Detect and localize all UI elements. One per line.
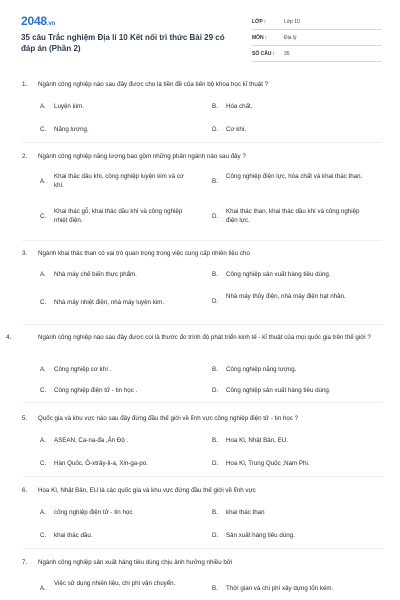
option-text: Công nghiệp năng lượng. <box>226 366 297 373</box>
option-text: khai thác than <box>226 509 265 516</box>
option-letter: A. <box>40 103 46 110</box>
divider <box>22 476 382 477</box>
option-letter: C. <box>40 299 47 306</box>
question-number: 6. <box>22 487 28 494</box>
option-letter: C. <box>40 460 47 467</box>
option-letter: B. <box>212 366 218 373</box>
option-text: Hàn Quốc, Ô-xtrây-li-a, Xin-ga-po. <box>54 460 148 467</box>
divider <box>22 240 382 241</box>
question-body: Ngành công nghiệp nào sau đây được coi là thước đo trình độ phát triển kinh tế - kĩ thuật của mọi quốc gia trên thế giới ? <box>38 334 371 341</box>
option-letter: A. <box>40 366 46 373</box>
question-body: Quốc gia và khu vực nào sau đây đứng đầu thế giới về lĩnh vực công nghiệp điện tử - tin học ? <box>38 415 299 422</box>
meta-row-subject <box>252 32 382 46</box>
option-text: Khai thác gỗ, khai thác dầu khí và công nghiệp nhiệt điện. <box>54 208 183 224</box>
option-text: Nhà máy chế biến thực phẩm. <box>54 271 137 278</box>
meta-info <box>252 16 382 64</box>
question-text <box>22 486 382 496</box>
meta-value: Lớp 10 <box>284 19 300 25</box>
meta-label: SỐ CÂU : <box>252 51 275 57</box>
option-letter: A. <box>40 271 46 278</box>
question-body: Ngành công nghiệp nào sau đây được cho là tiền đề của tiến bộ khoa học kĩ thuật ? <box>38 81 269 88</box>
site-logo[interactable] <box>21 14 55 28</box>
option-text: Hoa Kì, Nhật Bản, EU. <box>226 437 288 444</box>
question-text <box>6 333 382 343</box>
meta-row-grade <box>252 16 382 30</box>
divider <box>22 324 382 325</box>
option-text: Công nghiệp cơ khí . <box>54 366 112 373</box>
option-letter: B. <box>212 437 218 444</box>
question-text <box>22 249 382 259</box>
option-text: công nghiệp điện tử - tin học <box>54 509 133 516</box>
question-text <box>22 80 382 90</box>
option-text: Thời gian và chi phí xây dựng tốn kém. <box>226 585 334 592</box>
option-letter: D. <box>212 532 219 539</box>
option-text: Việc sử dụng nhiên liệu, chi phí vận chuyển. <box>54 580 176 587</box>
option-letter: D. <box>212 126 219 133</box>
meta-value: 35 <box>284 51 290 57</box>
question-number: 2. <box>22 153 28 160</box>
question-text <box>22 558 382 568</box>
logo-main: 2048 <box>21 14 47 28</box>
meta-label: LỚP : <box>252 19 266 25</box>
question-number: 4. <box>6 334 12 341</box>
option-text: Nhà máy nhiệt điện, nhà máy luyện kim. <box>54 299 165 306</box>
divider <box>22 142 382 143</box>
option-text: Khai thác dầu khí, công nghiệp luyện kim và cơ khí. <box>54 173 184 189</box>
option-letter: B. <box>212 178 218 185</box>
option-text: Khai thác than, khai thác dầu khí và công nghiệp điện lực. <box>226 208 360 224</box>
divider <box>22 402 382 403</box>
question-body: Ngành khai thác than có vai trò quan trọng trong việc cung cấp nhiên liệu cho <box>38 250 250 257</box>
question-body: Ngành công nghiệp năng lượng bao gồm những phân ngành nào sau đây ? <box>38 153 246 160</box>
option-text: Công nghiệp sản xuất hàng tiêu dùng. <box>226 271 331 278</box>
option-letter: D. <box>212 387 219 394</box>
option-text: Hoa Kì, Trung Quốc ,Nam Phi. <box>226 460 310 467</box>
option-letter: C. <box>40 126 47 133</box>
option-text: khai thác dầu. <box>54 532 93 539</box>
option-text: Sản xuất hàng tiêu dùng. <box>226 532 295 539</box>
option-text: ASEAN, Ca-na-đa ,Ấn Độ . <box>54 437 129 444</box>
option-text: Luyện kim. <box>54 103 84 110</box>
meta-label: MÔN : <box>252 35 267 41</box>
question-body: Hoa Kì, Nhật Bản, EU là các quốc gia và khu vực đứng đầu thế giới về lĩnh vực <box>38 487 256 494</box>
option-text: Công nghiệp sản xuất hàng tiêu dùng. <box>226 387 331 394</box>
page-header <box>0 0 400 58</box>
question-number: 3. <box>22 250 28 257</box>
option-letter: B. <box>212 585 218 592</box>
document-title: 35 câu Trắc nghiệm Địa lí 10 Kết nối tri thức Bài 29 có đáp án (Phần 2) <box>21 33 225 53</box>
option-letter: A. <box>40 585 46 592</box>
question-number: 7. <box>22 559 28 566</box>
option-letter: A. <box>40 509 46 516</box>
option-text: Năng lượng. <box>54 126 89 133</box>
option-letter: C. <box>40 532 47 539</box>
option-letter: C. <box>40 213 47 220</box>
option-letter: C. <box>40 387 47 394</box>
logo-suffix: .vn <box>46 21 55 27</box>
option-text: Công nghiệp điện tử - tin học . <box>54 387 138 394</box>
question-text <box>22 414 382 424</box>
question-text <box>22 152 382 162</box>
option-text: Công nghiệp điện lực, hóa chất và khai thác than. <box>226 173 363 180</box>
divider <box>22 548 382 549</box>
option-letter: B. <box>212 509 218 516</box>
question-number: 5. <box>22 415 28 422</box>
option-letter: B. <box>212 103 218 110</box>
option-letter: D. <box>212 213 219 220</box>
option-letter: A. <box>40 178 46 185</box>
meta-row-count <box>252 48 382 62</box>
question-body: Ngành công nghiệp sản xuất hàng tiêu dùng chịu ảnh hưởng nhiều bởi <box>38 559 233 566</box>
option-letter: D. <box>212 460 219 467</box>
meta-value: Địa lý <box>284 35 297 41</box>
option-letter: B. <box>212 271 218 278</box>
option-letter: A. <box>40 437 46 444</box>
option-text: Hóa chất. <box>226 103 253 110</box>
option-text: Nhà máy thủy điện, nhà máy điện hạt nhân. <box>226 293 346 300</box>
question-number: 1. <box>22 81 28 88</box>
option-letter: D. <box>212 298 219 305</box>
option-text: Cơ khí. <box>226 126 247 133</box>
